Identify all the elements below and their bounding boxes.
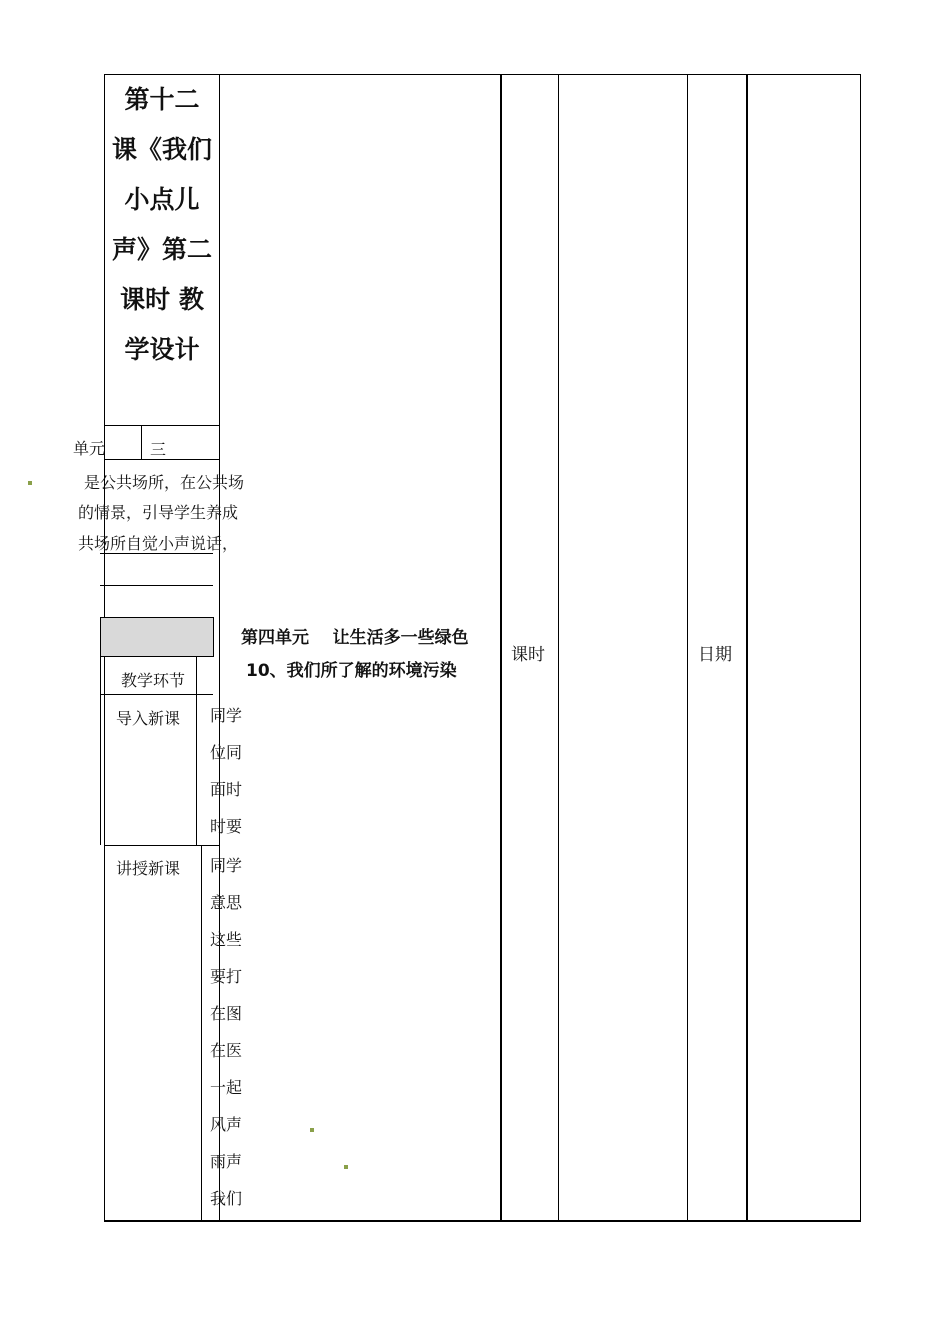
text-line: 同学 — [210, 856, 243, 875]
text-line: 在图 — [210, 1004, 243, 1023]
image-marker-icon — [344, 1165, 348, 1169]
section-label: 讲授新课 — [116, 859, 181, 878]
text-line: 一起 — [210, 1078, 243, 1097]
table-divider-4 — [687, 74, 688, 1220]
title-line: 课《我们 — [111, 135, 212, 164]
unit-heading: 第四单元 让生活多一些绿色 — [241, 628, 469, 648]
title-line: 课时 教 — [120, 285, 204, 314]
section-header: 教学环节 — [121, 671, 186, 690]
goal-line: 共场所自觉小声说话， — [78, 534, 239, 553]
period-label: 课时 — [511, 645, 545, 665]
inner-divider — [201, 845, 202, 1220]
text-line: 我们 — [210, 1189, 243, 1208]
text-line: 在医 — [210, 1041, 243, 1060]
goal-line: 是公共场所，在公共场 — [84, 473, 245, 492]
section-text — [210, 697, 242, 845]
bullet-marker-icon — [28, 481, 32, 485]
unit-value: 三 — [150, 440, 167, 459]
table-bottom-border — [104, 1220, 861, 1222]
table-divider-2 — [500, 74, 502, 1220]
inner-divider — [196, 657, 197, 845]
underline — [100, 585, 213, 586]
table-divider-5 — [746, 74, 748, 1220]
title-line: 小点儿 — [124, 185, 200, 214]
title-line: 声》第二 — [111, 235, 212, 264]
text-line: 要打 — [210, 967, 243, 986]
text-line: 位同 — [210, 743, 243, 762]
unit-label: 单元 — [73, 439, 106, 458]
image-marker-icon — [310, 1128, 314, 1132]
text-line: 时要 — [210, 817, 243, 836]
section-header-bottom — [100, 694, 213, 695]
text-line: 面时 — [210, 780, 243, 799]
text-line: 意思 — [210, 893, 243, 912]
text-line: 雨声 — [210, 1152, 243, 1171]
table-divider-3 — [558, 74, 559, 1220]
title-line: 第十二 — [124, 85, 200, 114]
section-text — [210, 847, 242, 1217]
table-right-border — [860, 74, 861, 1220]
text-line: 同学 — [210, 706, 243, 725]
section-label: 导入新课 — [116, 709, 181, 728]
underline — [100, 553, 213, 554]
goal-line: 的情景，引导学生养成 — [78, 503, 239, 522]
text-line: 这些 — [210, 930, 243, 949]
inner-left-border — [100, 657, 101, 845]
title-line: 学设计 — [124, 335, 200, 364]
unit-cell-divider — [141, 425, 142, 459]
lesson-heading: 10、我们所了解的环境污染 — [246, 661, 457, 681]
date-label: 日期 — [698, 645, 732, 665]
unit-row-top — [104, 425, 219, 426]
section-header-shade — [100, 617, 214, 657]
text-line: 风声 — [210, 1115, 243, 1134]
